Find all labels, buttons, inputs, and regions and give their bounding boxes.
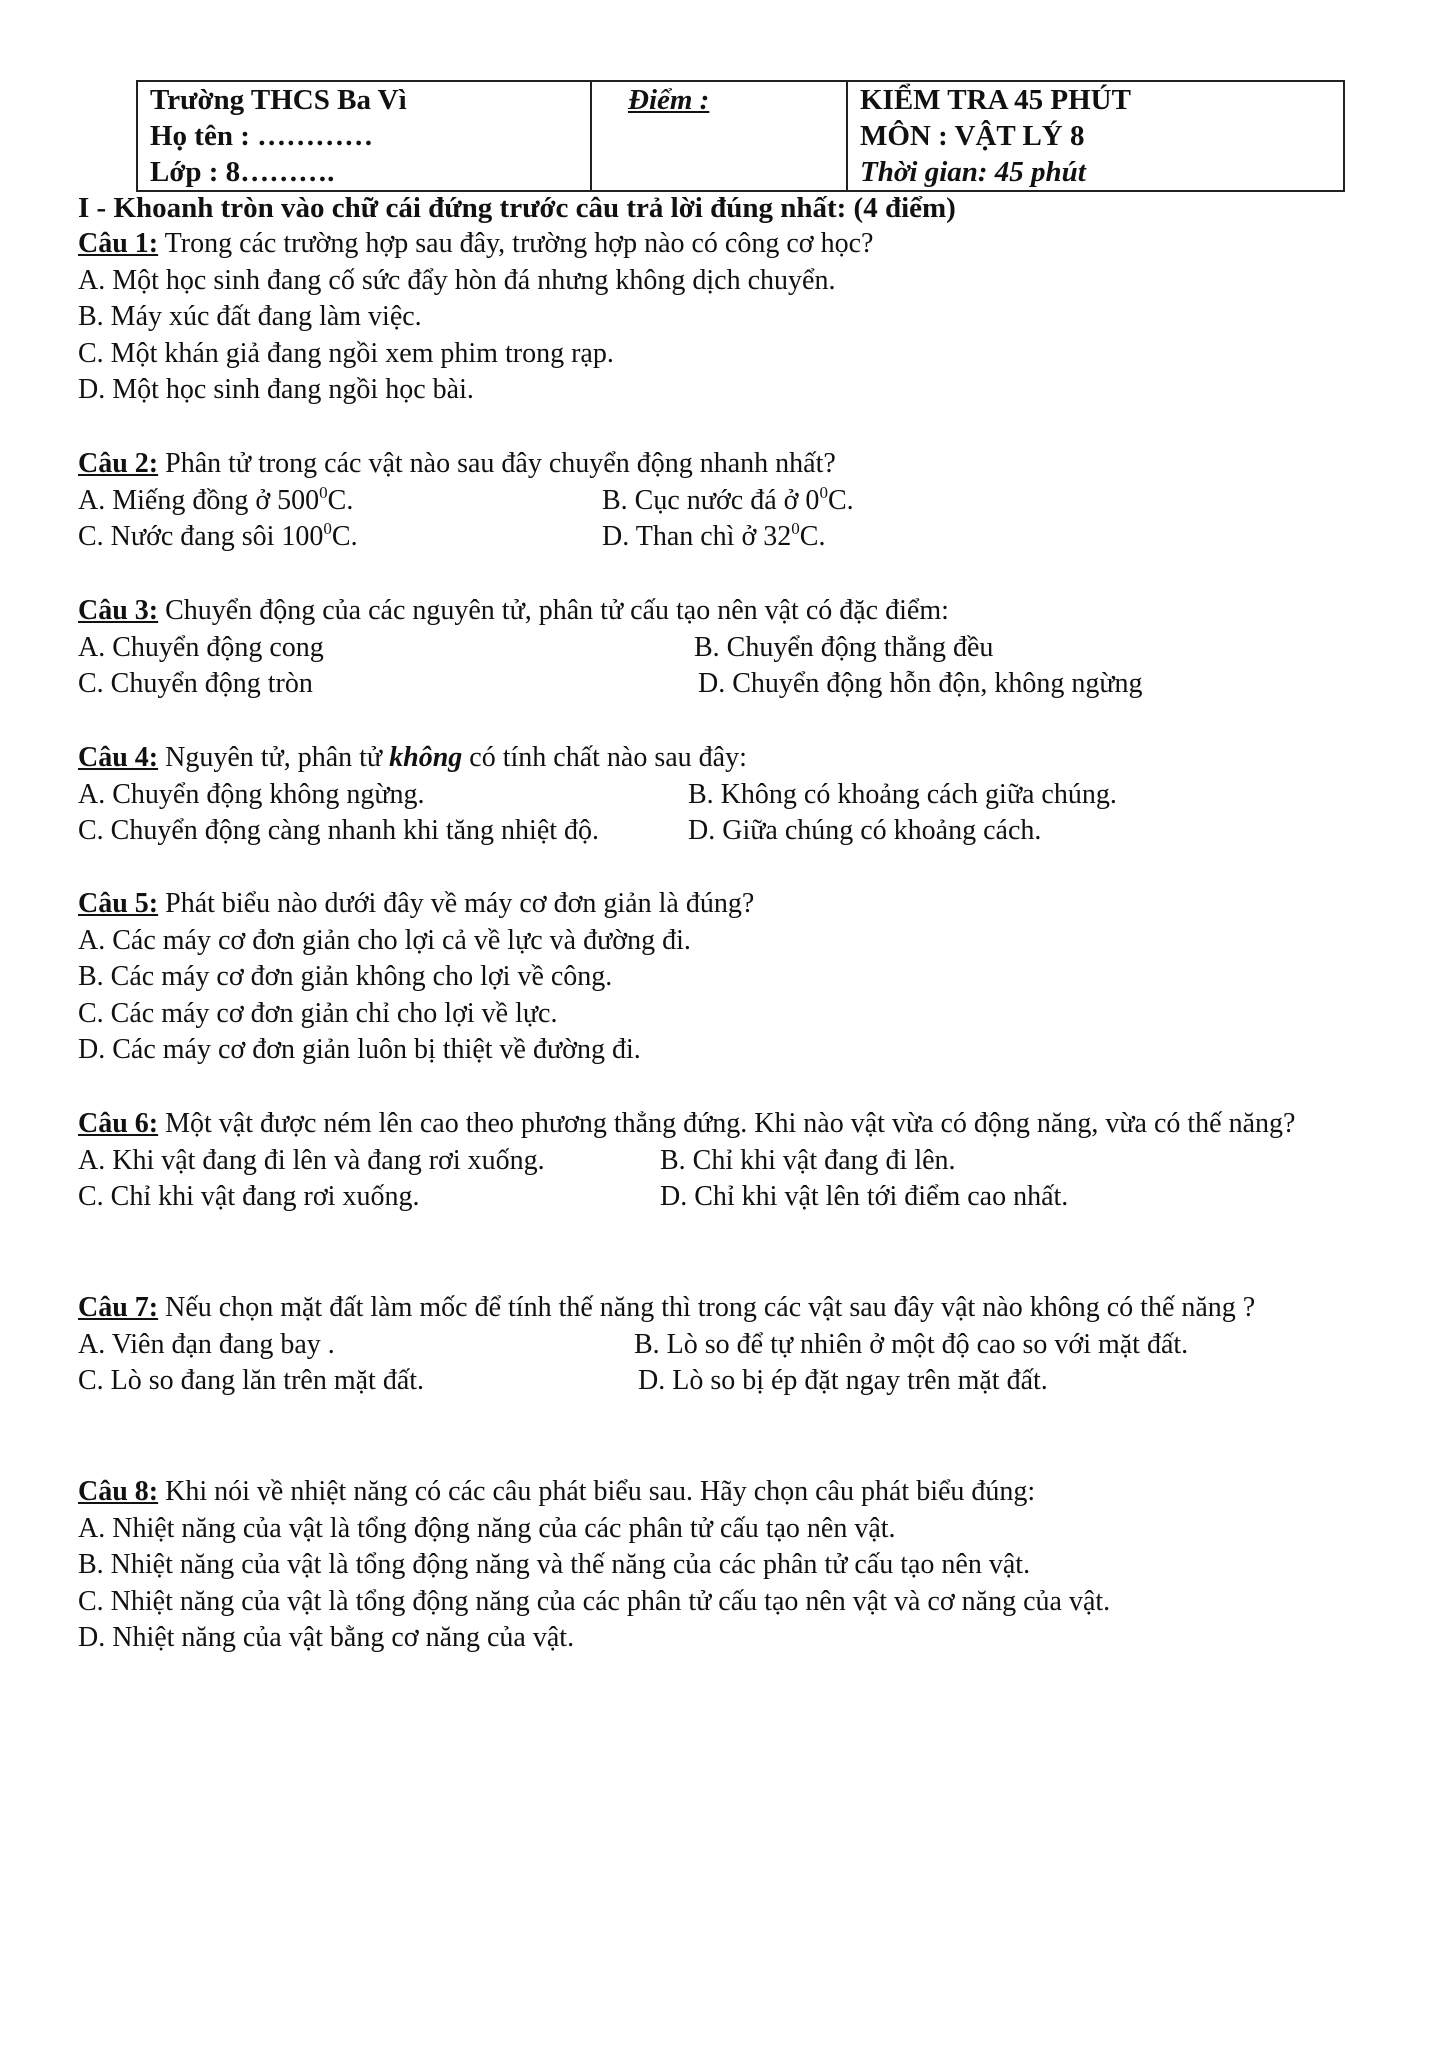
option-b[interactable]: B. Cục nước đá ở $0^0C$. [602, 482, 854, 516]
option-b[interactable]: B. Lò so để tự nhiên ở một độ cao so với mặt đất. [634, 1328, 1189, 1360]
question-stem [78, 1106, 1406, 1143]
option-c[interactable]: C. Nhiệt năng của vật là tổng động năng của các phân tử cấu tạo nên vật và cơ năng của vật. [78, 1585, 1111, 1617]
option-c[interactable]: C. Chỉ khi vật đang rơi xuống. [78, 1181, 420, 1212]
option-d[interactable]: D. Lò so bị ép đặt ngay trên mặt đất. [638, 1365, 1048, 1396]
section-title: I - Khoanh tròn vào chữ cái đứng trước câu trả lời đúng nhất: (4 điểm) [78, 192, 956, 224]
option-c[interactable]: C. Một khán giả đang ngồi xem phim trong rạp. [78, 337, 614, 369]
question-1 [78, 226, 1408, 409]
exam-info-cell [847, 81, 1344, 191]
question-8 [78, 1474, 1408, 1657]
question-text: Phân tử trong các vật nào sau đây chuyển động nhanh nhất? [158, 448, 836, 479]
option-c[interactable]: C. Chuyển động càng nhanh khi tăng nhiệt độ. [78, 815, 600, 846]
option-a[interactable]: A. Một học sinh đang cố sức đẩy hòn đá nhưng không dịch chuyển. [78, 264, 836, 296]
question-text: Một vật được ném lên cao theo phương thẳng đứng. Khi nào vật vừa có động năng, vừa có thế năng? [158, 1108, 1296, 1139]
option-d[interactable]: D. Chuyển động hỗn độn, không ngừng [698, 668, 1143, 699]
school-name: Trường THCS Ba Vì [150, 84, 407, 116]
option-row [78, 1179, 1408, 1216]
exam-time: Thời gian: 45 phút [860, 156, 1086, 188]
question-3 [78, 593, 1408, 703]
question-stem [78, 740, 1408, 777]
question-stem [78, 226, 1408, 263]
option-a[interactable]: A. Chuyển động cong [78, 631, 324, 663]
exam-subject: MÔN : VẬT LÝ 8 [860, 120, 1085, 152]
option-d[interactable]: D. Nhiệt năng của vật bằng cơ năng của vật. [78, 1622, 575, 1653]
option-row [78, 519, 1408, 556]
question-label: Câu 1: [78, 228, 159, 259]
question-stem [78, 1290, 1408, 1327]
question-label: Câu 8: [78, 1476, 159, 1507]
question-label: Câu 6: [78, 1108, 159, 1139]
question-text: Khi nói về nhiệt năng có các câu phát biểu sau. Hãy chọn câu phát biểu đúng: [158, 1476, 1036, 1507]
option-c[interactable]: C. Lò so đang lăn trên mặt đất. [78, 1365, 425, 1396]
option-d[interactable]: D. Chỉ khi vật lên tới điểm cao nhất. [660, 1181, 1069, 1212]
question-stem [78, 593, 1408, 630]
question-stem [78, 1474, 1408, 1511]
option-row [78, 1143, 1408, 1180]
score-label: Điểm : [628, 84, 710, 116]
question-text: Chuyển động của các nguyên tử, phân tử cấu tạo nên vật có đặc điểm: [158, 595, 949, 626]
question-5 [78, 886, 1408, 1069]
exam-header-table [136, 80, 1345, 192]
question-label: Câu 2: [78, 448, 159, 479]
option-b[interactable]: B. Không có khoảng cách giữa chúng. [688, 778, 1117, 810]
question-text: Nguyên tử, phân tử [158, 742, 390, 773]
option-c[interactable]: C. Nước đang sôi $100^0C$. [78, 519, 358, 552]
option-b[interactable]: B. Nhiệt năng của vật là tổng động năng và thế năng của các phân tử cấu tạo nên vật. [78, 1549, 1031, 1580]
option-b[interactable]: B. Máy xúc đất đang làm việc. [78, 301, 422, 332]
question-label: Câu 7: [78, 1292, 159, 1323]
question-2 [78, 446, 1408, 556]
question-label: Câu 5: [78, 888, 159, 919]
option-row [78, 813, 1408, 850]
option-row [78, 1327, 1408, 1364]
student-class-field[interactable]: Lớp : 8………. [150, 156, 335, 188]
option-b[interactable]: B. Chỉ khi vật đang đi lên. [660, 1144, 956, 1176]
option-b[interactable]: B. Chuyển động thẳng đều [694, 631, 994, 663]
question-label: Câu 3: [78, 595, 159, 626]
option-d[interactable]: D. Than chì ở $32^0C$. [602, 519, 826, 552]
option-b[interactable]: B. Các máy cơ đơn giản không cho lợi về công. [78, 961, 613, 992]
score-cell[interactable] [591, 81, 847, 191]
option-d[interactable]: D. Giữa chúng có khoảng cách. [688, 815, 1042, 846]
option-a[interactable]: A. Viên đạn đang bay . [78, 1328, 335, 1360]
option-row [78, 1363, 1408, 1400]
question-6 [78, 1106, 1408, 1216]
option-c[interactable]: C. Chuyển động tròn [78, 668, 313, 699]
option-row [78, 630, 1408, 667]
option-a[interactable]: A. Chuyển động không ngừng. [78, 778, 425, 810]
option-a[interactable]: A. Nhiệt năng của vật là tổng động năng của các phân tử cấu tạo nên vật. [78, 1512, 896, 1544]
option-d[interactable]: D. Một học sinh đang ngồi học bài. [78, 374, 474, 405]
question-text: Phát biểu nào dưới đây về máy cơ đơn giản là đúng? [158, 888, 755, 919]
option-a[interactable]: A. Các máy cơ đơn giản cho lợi cả về lực và đường đi. [78, 924, 691, 956]
question-label: Câu 4: [78, 742, 159, 773]
option-a[interactable]: A. Miếng đồng ở $500^0C$. [78, 482, 354, 516]
question-stem [78, 886, 1408, 923]
exam-title: KIỂM TRA 45 PHÚT [860, 84, 1131, 116]
question-text-end: có tính chất nào sau đây: [462, 742, 747, 773]
option-row [78, 777, 1408, 814]
question-text: Trong các trường hợp sau đây, trường hợp nào có công cơ học? [158, 228, 874, 259]
question-stem [78, 446, 1408, 483]
question-4 [78, 740, 1408, 850]
option-a[interactable]: A. Khi vật đang đi lên và đang rơi xuống. [78, 1144, 545, 1176]
option-row [78, 483, 1408, 520]
question-text: Nếu chọn mặt đất làm mốc để tính thế năng thì trong các vật sau đây vật nào không có thế năng ? [158, 1292, 1256, 1323]
question-7 [78, 1290, 1408, 1400]
question-emphasis: không [389, 742, 463, 773]
student-name-field[interactable]: Họ tên : ………… [150, 120, 374, 152]
student-info-cell [137, 81, 591, 191]
option-row [78, 666, 1408, 703]
option-d[interactable]: D. Các máy cơ đơn giản luôn bị thiệt về đường đi. [78, 1034, 641, 1065]
option-c[interactable]: C. Các máy cơ đơn giản chỉ cho lợi về lực. [78, 997, 558, 1029]
